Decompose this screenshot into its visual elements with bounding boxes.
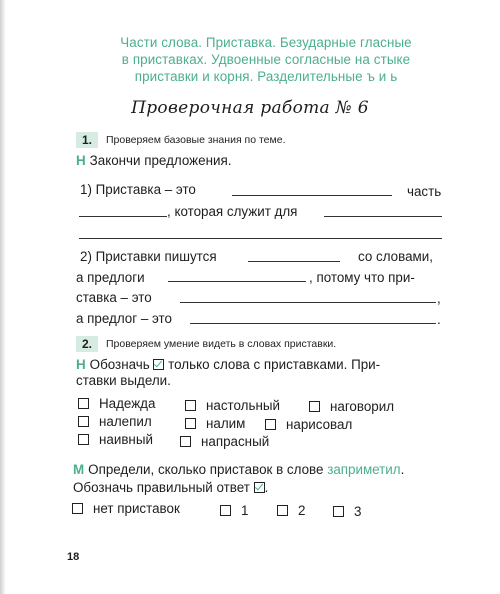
- sentence-1-end: , которая служит для: [167, 204, 298, 219]
- task-2-instruction-cont: ставки выдели.: [76, 373, 171, 388]
- word-label: налим: [206, 416, 246, 431]
- task-2-description: Проверяем умение видеть в словах приставки.: [106, 338, 337, 350]
- sentence-2-comma: ,: [437, 291, 441, 306]
- checkbox[interactable]: [185, 400, 196, 411]
- header-line-3: приставки и корня. Разделительные ъ и ь: [134, 69, 398, 84]
- sentence-2-prefix-is: ставка – это: [76, 290, 152, 305]
- sentence-2-prepositions: а предлоги: [76, 270, 145, 285]
- page-title: Проверочная работа № 6: [131, 98, 369, 118]
- word-label: напрасный: [201, 434, 270, 449]
- level-marker: Н: [76, 153, 86, 168]
- sentence-1-mid: часть: [407, 184, 442, 199]
- answer-option[interactable]: [277, 503, 305, 518]
- page-edge: [0, 0, 6, 594]
- answer-line[interactable]: [79, 238, 442, 239]
- answer-line[interactable]: [168, 281, 306, 282]
- word-option[interactable]: [180, 434, 269, 449]
- checkbox[interactable]: [72, 503, 83, 514]
- task-2-question: [73, 462, 404, 477]
- word-option[interactable]: [78, 414, 152, 429]
- level-marker: Н: [76, 357, 86, 372]
- sentence-2-because: , потому что при-: [309, 270, 415, 285]
- checkmark-icon: [254, 482, 265, 493]
- word-label: нарисовал: [286, 417, 353, 432]
- answer-line[interactable]: [180, 302, 436, 303]
- word-option[interactable]: [309, 399, 394, 414]
- sentence-2-period: .: [437, 312, 441, 327]
- instruction-text: Обозначь: [89, 357, 150, 372]
- word-label: Надежда: [99, 396, 156, 411]
- word-option[interactable]: [78, 396, 155, 411]
- checkbox[interactable]: [265, 419, 276, 430]
- sentence-2-start: 2) Приставки пишутся: [80, 249, 217, 264]
- checkbox[interactable]: [78, 416, 89, 427]
- task-2-instruction: [76, 357, 380, 372]
- page-number: 18: [67, 551, 80, 563]
- answer-line[interactable]: [79, 216, 167, 217]
- sentence-1-start: 1) Приставка – это: [80, 182, 196, 197]
- answer-option[interactable]: [333, 504, 361, 519]
- checkbox[interactable]: [220, 505, 231, 516]
- answer-line[interactable]: [190, 323, 436, 324]
- answer-line[interactable]: [248, 261, 340, 262]
- instruction-text: только слова с приставками. При-: [168, 357, 381, 372]
- answer-label: 1: [241, 503, 249, 518]
- answer-option[interactable]: [72, 501, 180, 516]
- question-text: Обозначь правильный ответ: [73, 480, 250, 495]
- sentence-2-mid: со словами,: [358, 249, 433, 264]
- word-label: настольный: [206, 398, 280, 413]
- checkbox[interactable]: [185, 418, 196, 429]
- answer-label: нет приставок: [93, 501, 180, 516]
- question-text: Определи, сколько приставок в слове: [88, 462, 324, 477]
- checkbox[interactable]: [277, 505, 288, 516]
- header-line-2: в приставках. Удвоенные согласные на стыке: [121, 52, 411, 67]
- task-1-number: 1.: [76, 132, 98, 148]
- checkbox[interactable]: [78, 434, 89, 445]
- instruction-text: Закончи предложения.: [89, 153, 232, 168]
- question-period: .: [264, 480, 269, 495]
- word-option[interactable]: [78, 432, 153, 447]
- task-2-number: 2.: [76, 336, 98, 352]
- task-2-question-cont: [73, 480, 268, 495]
- word-option[interactable]: [185, 398, 280, 413]
- word-label: наговорил: [330, 399, 395, 414]
- checkbox[interactable]: [78, 398, 89, 409]
- answer-line[interactable]: [324, 216, 442, 217]
- checkbox[interactable]: [309, 401, 320, 412]
- checkbox[interactable]: [333, 506, 344, 517]
- topic-header: [96, 34, 436, 85]
- task-1-instruction: [76, 153, 231, 168]
- word-label: наивный: [99, 432, 153, 447]
- word-option[interactable]: [185, 416, 245, 431]
- sentence-2-preposition-is: а предлог – это: [76, 311, 172, 326]
- answer-label: 2: [298, 503, 306, 518]
- word-label: налепил: [99, 414, 152, 429]
- task-1-description: Проверяем базовые знания по теме.: [106, 134, 286, 146]
- header-line-1: Части слова. Приставка. Безударные гласные: [120, 35, 412, 50]
- word-option[interactable]: [265, 417, 352, 432]
- answer-label: 3: [354, 504, 362, 519]
- target-word: заприметил: [327, 462, 401, 477]
- answer-line[interactable]: [232, 195, 392, 196]
- checkbox[interactable]: [180, 436, 191, 447]
- question-period: .: [400, 462, 405, 477]
- answer-option[interactable]: [220, 503, 248, 518]
- checkmark-icon: [153, 359, 164, 370]
- level-marker: М: [73, 462, 85, 477]
